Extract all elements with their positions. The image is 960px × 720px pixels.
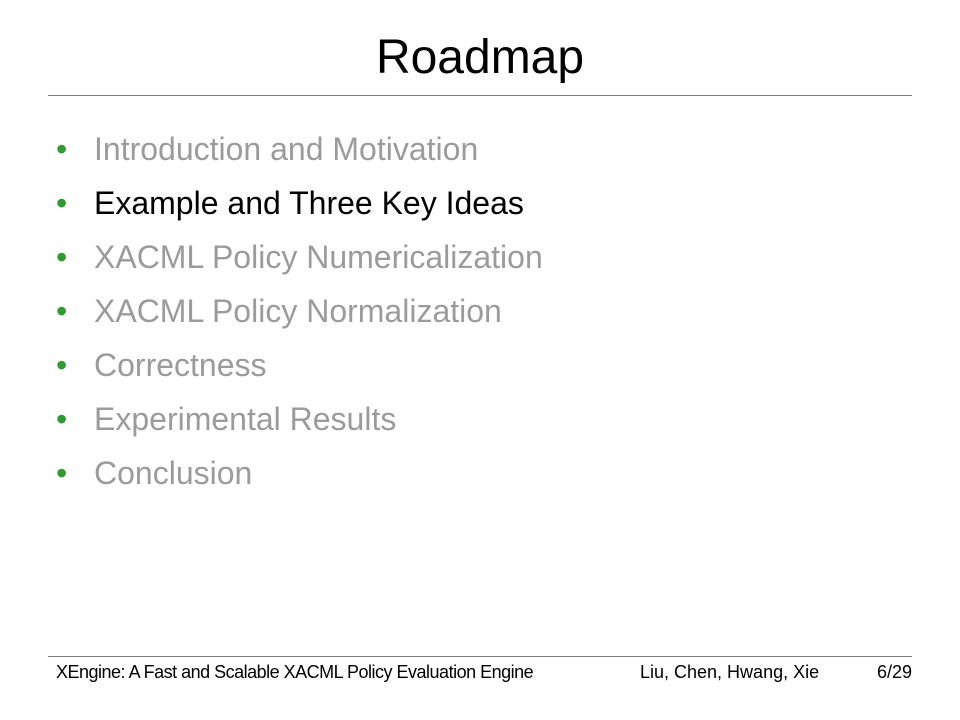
- footer-divider: [48, 656, 912, 657]
- list-item-label: Correctness: [94, 346, 267, 383]
- bullet-icon: •: [56, 184, 68, 221]
- list-item-label: Experimental Results: [94, 400, 397, 437]
- list-item: [56, 176, 543, 230]
- bullet-list: [56, 122, 543, 500]
- list-item: [56, 122, 543, 176]
- list-item-label: XACML Policy Numericalization: [94, 238, 543, 275]
- page-number: 6/29: [876, 662, 912, 682]
- bullet-icon: •: [56, 454, 68, 491]
- bullet-icon: •: [56, 130, 68, 167]
- slide-footer: [56, 662, 912, 686]
- slide-title: Roadmap: [375, 31, 585, 84]
- list-item-label: Introduction and Motivation: [94, 130, 479, 167]
- bullet-icon: •: [56, 400, 68, 437]
- list-item: [56, 230, 543, 284]
- list-item: [56, 392, 543, 446]
- list-item-label: XACML Policy Normalization: [94, 292, 502, 329]
- footer-authors: Liu, Chen, Hwang, Xie: [640, 662, 820, 682]
- bullet-icon: •: [56, 346, 68, 383]
- bullet-icon: •: [56, 292, 68, 329]
- list-item: [56, 284, 543, 338]
- footer-paper-title: XEngine: A Fast and Scalable XACML Policy Evaluation Engine: [56, 662, 534, 682]
- list-item: [56, 338, 543, 392]
- list-item-label-active: Example and Three Key Ideas: [94, 184, 524, 221]
- bullet-icon: •: [56, 238, 68, 275]
- list-item: [56, 446, 543, 500]
- list-item-label: Conclusion: [94, 454, 253, 491]
- title-divider: [48, 95, 912, 96]
